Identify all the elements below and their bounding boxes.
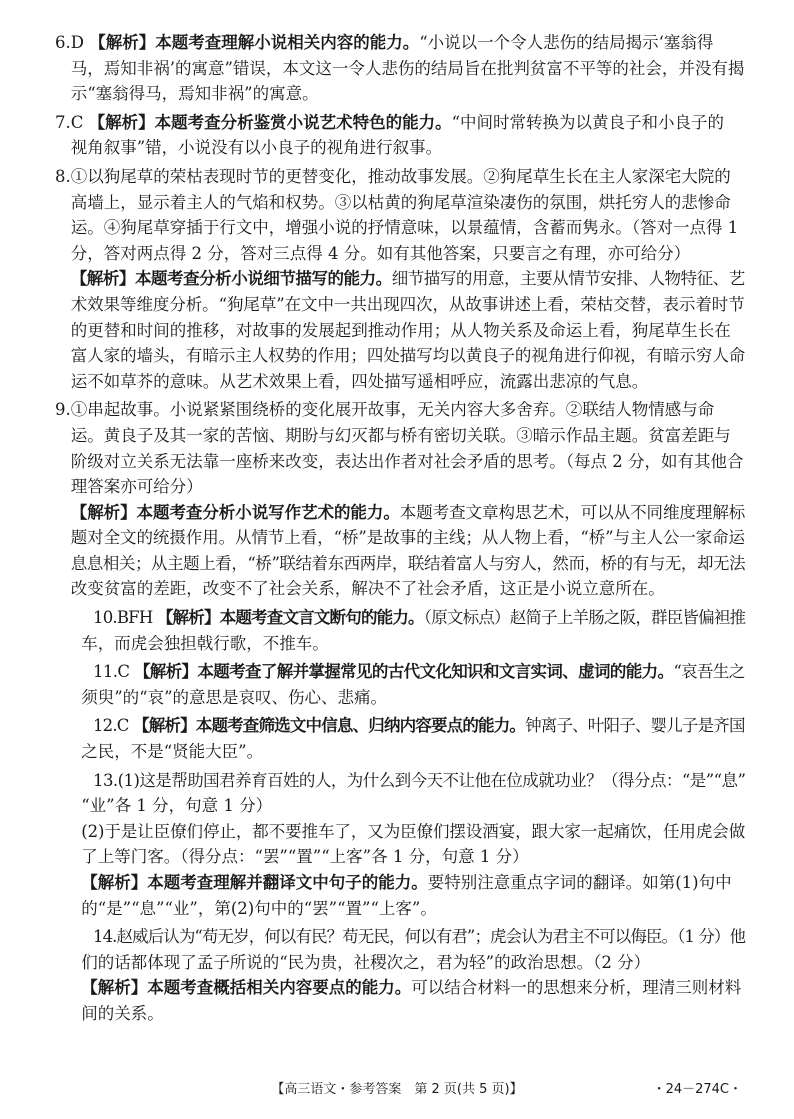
explain-tag: 【解析】本题考查理解并翻译文中句子的能力。	[81, 873, 428, 892]
answer-line: 6.D 【解析】本题考查理解小说相关内容的能力。“小说以一个令人悲伤的结局揭示‘塞翁得	[55, 33, 714, 52]
answer-line: 们的话都体现了孟子所说的“民为贵，社稷次之，君为轻”的政治思想。（2 分）	[81, 952, 651, 972]
answer-line: 【解析】本题考查分析小说写作艺术的能力。本题考查文章构思艺术，可以从不同维度理解标	[70, 502, 746, 522]
answer-line: 运不如草芥的意味。从艺术效果上看，四处描写遥相呼应，流露出悲凉的气息。	[70, 371, 649, 391]
answer-line: 【解析】本题考查分析小说细节描写的能力。细节描写的用意，主要从情节安排、人物特征、艺	[70, 269, 745, 289]
explain-tag: 【解析】本题考查文言文断句的能力。	[156, 608, 424, 628]
answer-item	[55, 110, 745, 161]
answer-line: 的“是”“息”“业”，第(2)句中的“罢”“置”“上客”。	[81, 898, 437, 918]
explain-tag: 【解析】本题考查分析鉴赏小说艺术特色的能力。	[88, 112, 452, 132]
answer-content	[55, 30, 745, 1030]
answer-line: 阶级对立关系无法靠一座桥来改变，表达出作者对社会矛盾的思考。（每点 2 分，如有其他合	[70, 451, 744, 471]
answer-line: “业”各 1 分，句意 1 分）	[81, 796, 273, 816]
answer-line: 马，焉知非祸’的寓意”错误，本文这一令人悲伤的结局旨在批判贫富不平等的社会，并没有揭	[70, 58, 745, 78]
answer-line: 间的关系。	[81, 1003, 164, 1023]
answer-line: 【解析】本题考查理解并翻译文中句子的能力。要特别注意重点字词的翻译。如第(1)句中	[81, 873, 732, 892]
answer-line: 改变贫富的差距，改变不了社会关系，解决不了社会矛盾，这正是小说立意所在。	[70, 579, 665, 599]
answer-line: 视角叙事”错，小说没有以小良子的视角进行叙事。	[70, 138, 443, 158]
answer-line: 运。④狗尾草穿插于行文中，增强小说的抒情意味，以景蕴情，含蓄而隽永。（答对一点得 1	[70, 218, 739, 238]
answer-line: 息息相关；从主题上看，“桥”联结着东西两岸，联结着富人与穷人，然而，桥的有与无，却无法	[70, 553, 746, 573]
answer-item	[55, 768, 745, 922]
answer-line: 车，而虎会独担戟行歌，不推车。	[81, 633, 329, 653]
explain-tag: 【解析】本题考查筛选文中信息、归纳内容要点的能力。	[133, 716, 526, 736]
answer-line: (2)于是让臣僚们停止，都不要推车了，又为臣僚们摆设酒宴，跟大家一起痛饮，任用虎会做	[81, 821, 746, 841]
answer-item	[55, 605, 745, 656]
answer-line: 13.(1)这是帮助国君养育百姓的人，为什么到今天不让他在位成就功业？（得分点：“是”“息”	[93, 770, 746, 790]
answer-line: 运。黄良子及其一家的苦恼、期盼与幻灭都与桥有密切关联。③暗示作品主题。贫富差距与	[70, 425, 731, 445]
answer-item	[55, 164, 745, 394]
page-footer	[0, 1078, 794, 1102]
answer-line: 分，答对两点得 2 分，答对三点得 4 分。如有其他答案，只要言之有理，亦可给分）	[70, 243, 691, 263]
footer-code: ・24－274C・	[652, 1082, 742, 1097]
answer-item	[55, 397, 745, 602]
answer-line: 术效果等维度分析。“狗尾草”在文中一共出现四次，从故事讲述上看，荣枯交替，表示着时节	[70, 294, 745, 314]
explain-tag: 【解析】本题考查概括相关内容要点的能力。	[81, 978, 412, 998]
answer-line: 11.C 【解析】本题考查了解并掌握常见的古代文化知识和文言实词、虚词的能力。“哀吾生之	[93, 662, 745, 682]
answer-line: 14.赵威后认为“苟无岁，何以有民？苟无民，何以有君”；虎会认为君主不可以侮臣。（1 分）他	[93, 927, 746, 947]
answer-line: 须臾”的“哀”的意思是哀叹、伤心、悲痛。	[81, 687, 388, 707]
answer-line: 之民，不是“贤能大臣”。	[81, 742, 264, 762]
explain-tag: 【解析】本题考查分析小说写作艺术的能力。	[70, 502, 400, 522]
answer-line: 8.①以狗尾草的荣枯表现时节的更替变化，推动故事发展。②狗尾草生长在主人家深宅大院的	[55, 166, 731, 186]
answer-line: 富人家的墙头，有暗示主人权势的作用；四处描写均以黄良子的视角进行仰视，有暗示穷人命	[70, 346, 746, 366]
answer-line: 10.BFH 【解析】本题考查文言文断句的能力。（原文标点）赵简子上羊肠之阪，群臣皆偏袒推	[93, 608, 746, 628]
answer-line: 题对全文的统摄作用。从情节上看，“桥”是故事的主线；从人物上看，“桥”与主人公一家命运	[70, 528, 745, 548]
explain-tag: 【解析】本题考查了解并掌握常见的古代文化知识和文言实词、虚词的能力。	[133, 662, 674, 682]
answer-line: 7.C 【解析】本题考查分析鉴赏小说艺术特色的能力。“中间时常转换为以黄良子和小良子的	[55, 112, 725, 132]
explain-tag: 【解析】本题考查分析小说细节描写的能力。	[70, 269, 392, 289]
answer-line: 示“塞翁得马，焉知非祸”的寓意。	[70, 84, 319, 104]
explain-tag: 【解析】本题考查理解小说相关内容的能力。	[89, 33, 420, 52]
answer-line: 【解析】本题考查概括相关内容要点的能力。可以结合材料一的思想来分析，理清三则材料	[81, 978, 742, 998]
footer-page-label: 【高三语文・参考答案 第 2 页(共 5 页)】	[271, 1082, 523, 1097]
answer-line: 9.①串起故事。小说紧紧围绕桥的变化展开故事，无关内容大多舍弃。②联结人物情感与命	[55, 400, 715, 420]
answer-line: 12.C 【解析】本题考查筛选文中信息、归纳内容要点的能力。钟离子、叶阳子、婴儿子是齐国	[93, 716, 745, 736]
answer-line: 了上等门客。（得分点：“罢”“置”“上客”各 1 分，句意 1 分）	[81, 847, 529, 867]
answer-line: 高墙上，显示着主人的气焰和权势。③以枯黄的狗尾草渲染凄伤的氛围，烘托穷人的悲惨命	[70, 192, 731, 212]
answer-item	[55, 659, 745, 710]
answer-item	[55, 924, 745, 1026]
answer-line: 理答案亦可给分）	[70, 477, 203, 497]
answer-item	[55, 713, 745, 764]
answer-line: 的更替和时间的推移，对故事的发展起到推动作用；从人物关系及命运上看，狗尾草生长在	[70, 320, 731, 340]
answer-item	[55, 30, 745, 107]
